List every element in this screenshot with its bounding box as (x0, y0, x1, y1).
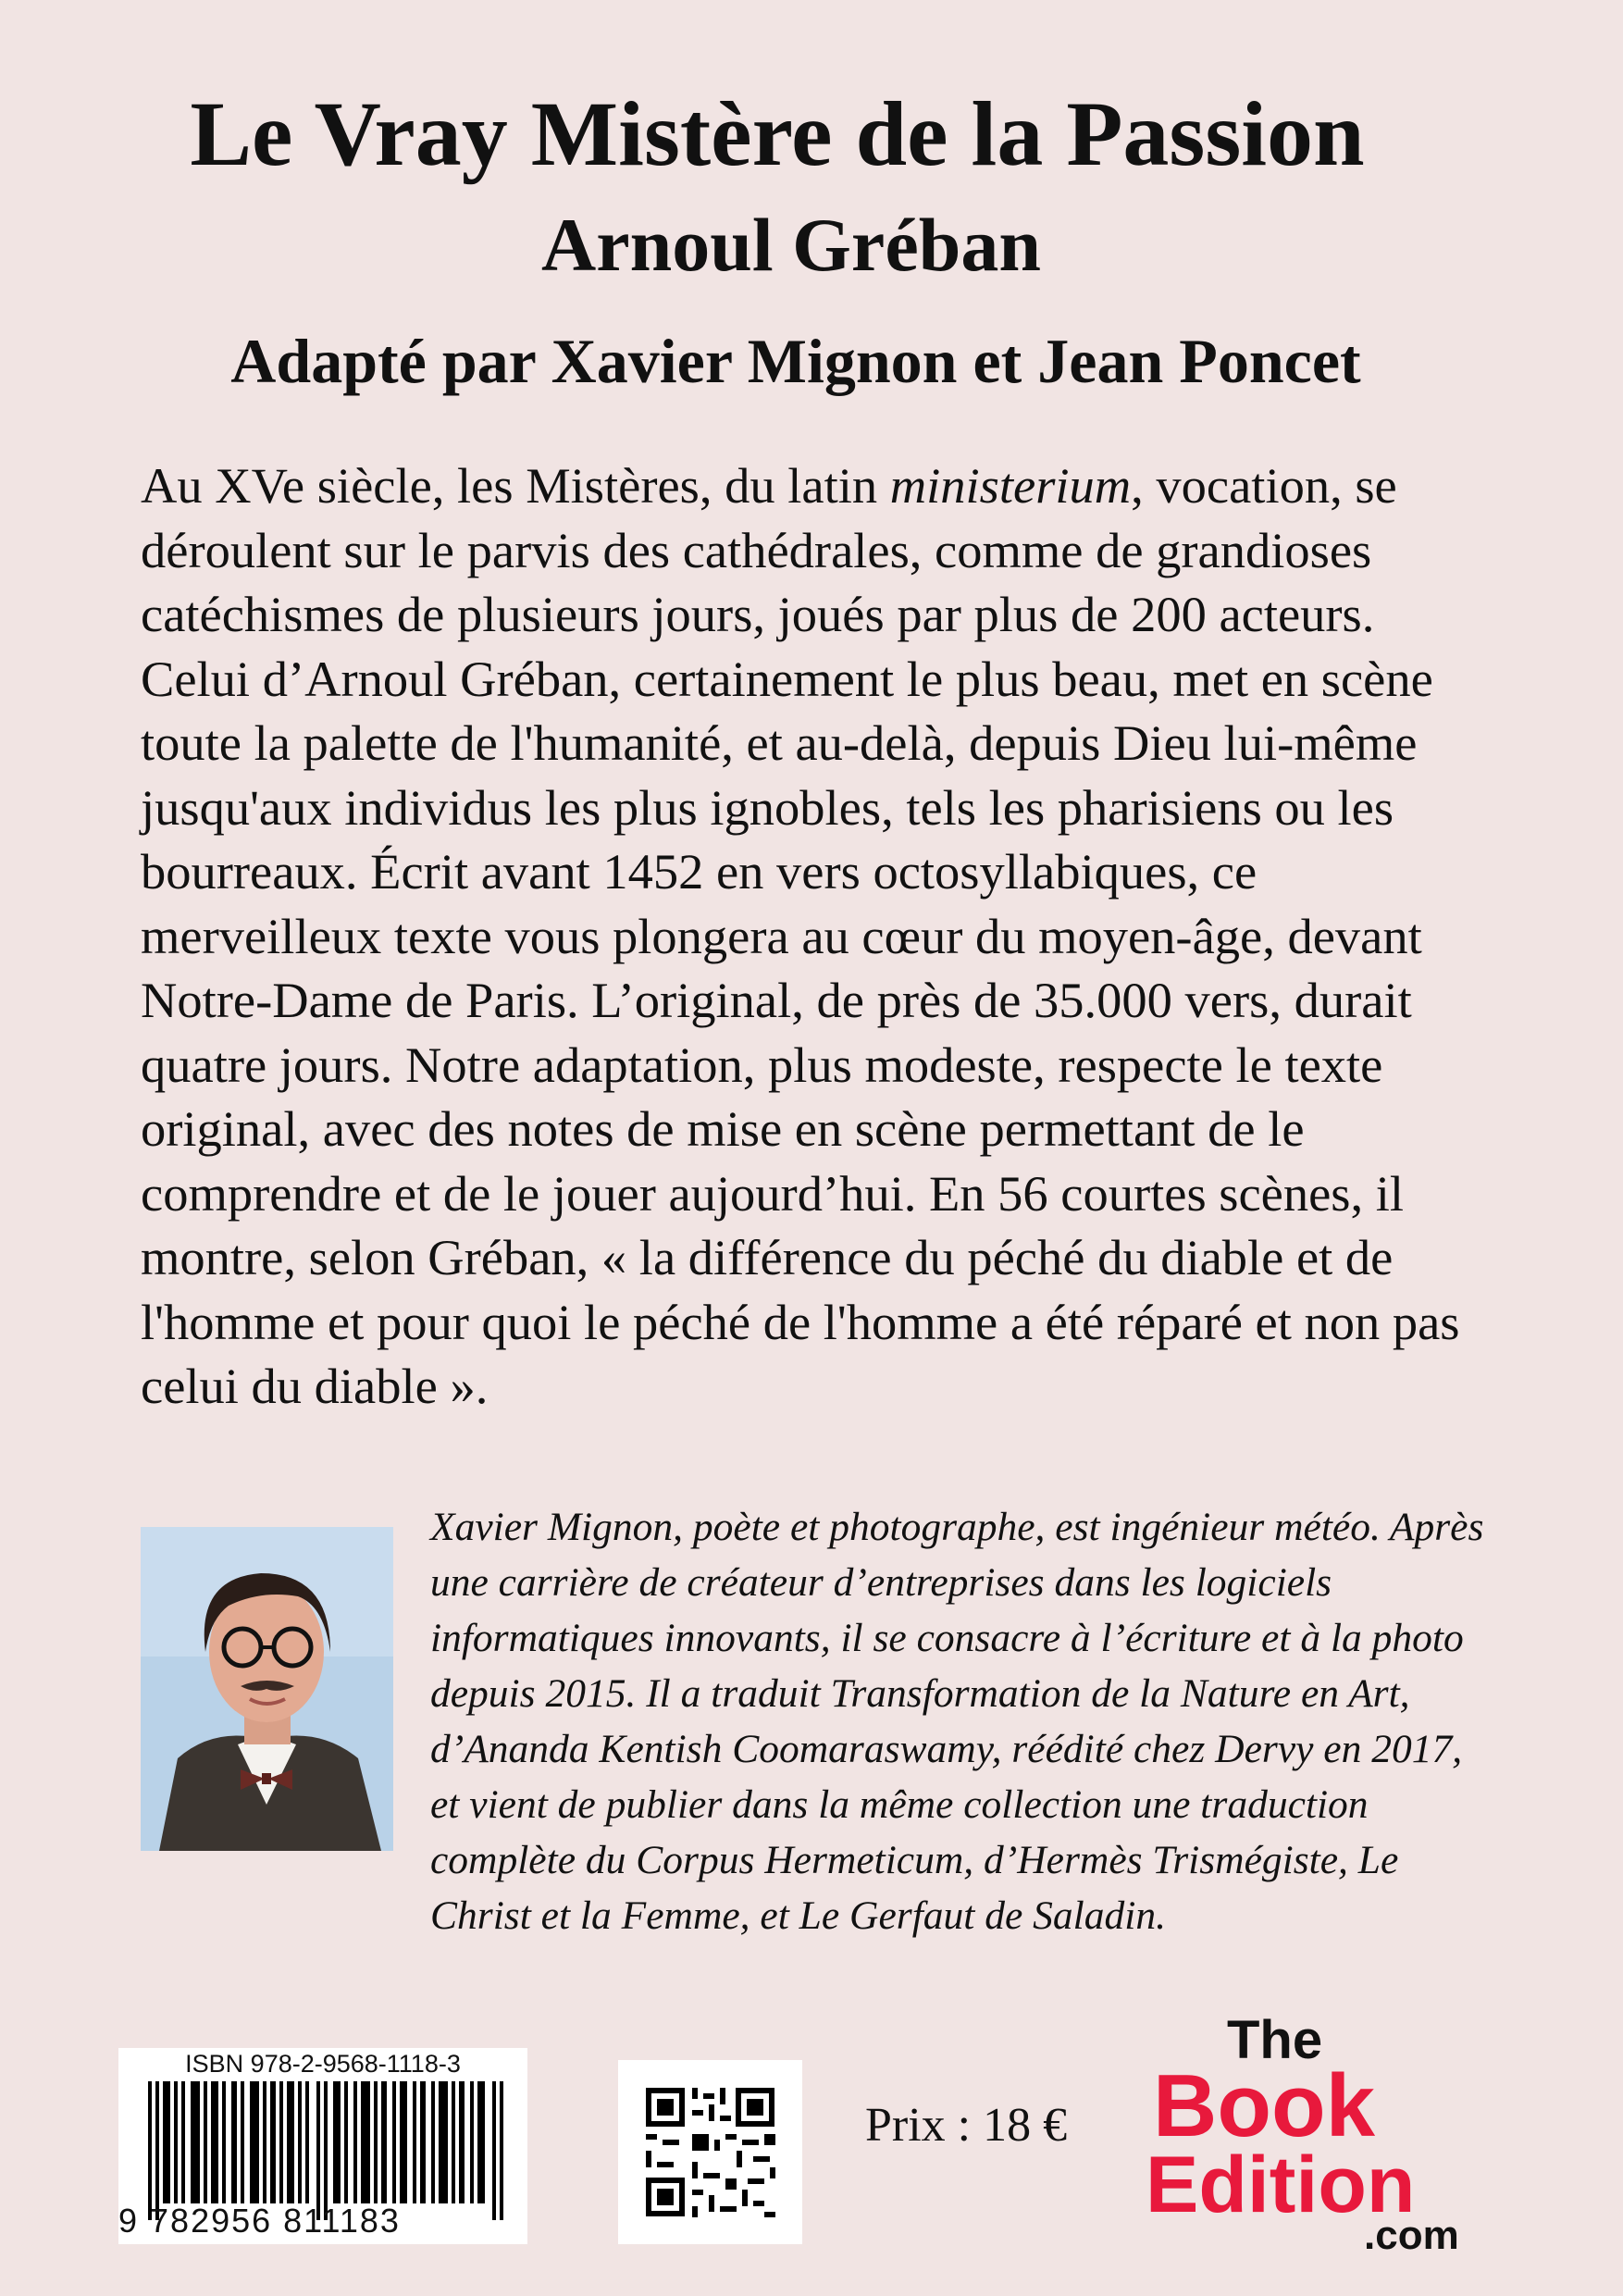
price-label: Prix : 18 € (865, 2099, 1068, 2152)
book-summary (141, 453, 1492, 1419)
isbn-label: ISBN 978-2-9568-1118-3 (185, 2050, 461, 2078)
summary-paragraph (141, 453, 1492, 1419)
thebookedition-logo (1146, 2006, 1479, 2256)
adaptation-credit: Adapté par Xavier Mignon et Jean Poncet (230, 326, 1361, 396)
author-biography: Xavier Mignon, poète et photographe, est ingénieur météo. Après une carrière de créateur d’entreprises dans les logiciels informatiques innovants, il se consacre à l’écriture et à la photo depuis 2015. Il a traduit Transformation de la Nature en Art, d’Ananda Kentish Coomaraswamy, réédité chez Dervy en 2017, et vient de publier dans la même collection une traduction complète du Corpus Hermeticum, d’Hermès Trismégiste, Le Christ et la Femme, et Le Gerfaut de Saladin. (430, 1505, 1484, 1938)
summary-text-rest: , vocation, se déroulent sur le parvis des cathédrales, comme de grandioses catéchismes de plusieurs jours, joués par plus de 200 acteurs. Celui d’Arnoul Gréban, certainement le plus beau, met en scène toute la palette de l'humanité, et au-delà, depuis Dieu lui-même jusqu'aux individus les plus ignobles, tels les pharisiens ou les bourreaux. Écrit avant 1452 en vers octosyllabiques, ce merveilleux texte vous plongera au cœur du moyen-âge, devant Notre-Dame de Paris. L’original, de près de 35.000 vers, durait quatre jours. Notre adaptation, plus modeste, respecte le texte original, avec des notes de mise en scène permettant de le comprendre et de le jouer aujourd’hui. En 56 courtes scènes, il montre, selon Gréban, « la différence du péché du diable et de l'homme et pour quoi le péché de l'homme a été réparé et non pas celui du diable ». (141, 457, 1460, 1414)
logo-edition: Edition (1146, 2141, 1416, 2229)
summary-text-start: Au XVe siècle, les Mistères, du latin (141, 457, 890, 514)
summary-italic-word: ministerium (889, 457, 1132, 514)
book-author: Arnoul Gréban (541, 203, 1041, 287)
logo-book: Book (1153, 2056, 1375, 2155)
logo-the: The (1227, 2010, 1323, 2070)
logo-dotcom: .com (1364, 2213, 1459, 2256)
isbn-digits: 9 782956 811183 (118, 2202, 401, 2240)
author-photo (141, 1527, 393, 1851)
qr-code (618, 2060, 802, 2244)
barcode-bars (148, 2081, 509, 2220)
isbn-barcode (118, 2048, 527, 2244)
book-title: Le Vray Mistère de la Passion (190, 82, 1365, 185)
